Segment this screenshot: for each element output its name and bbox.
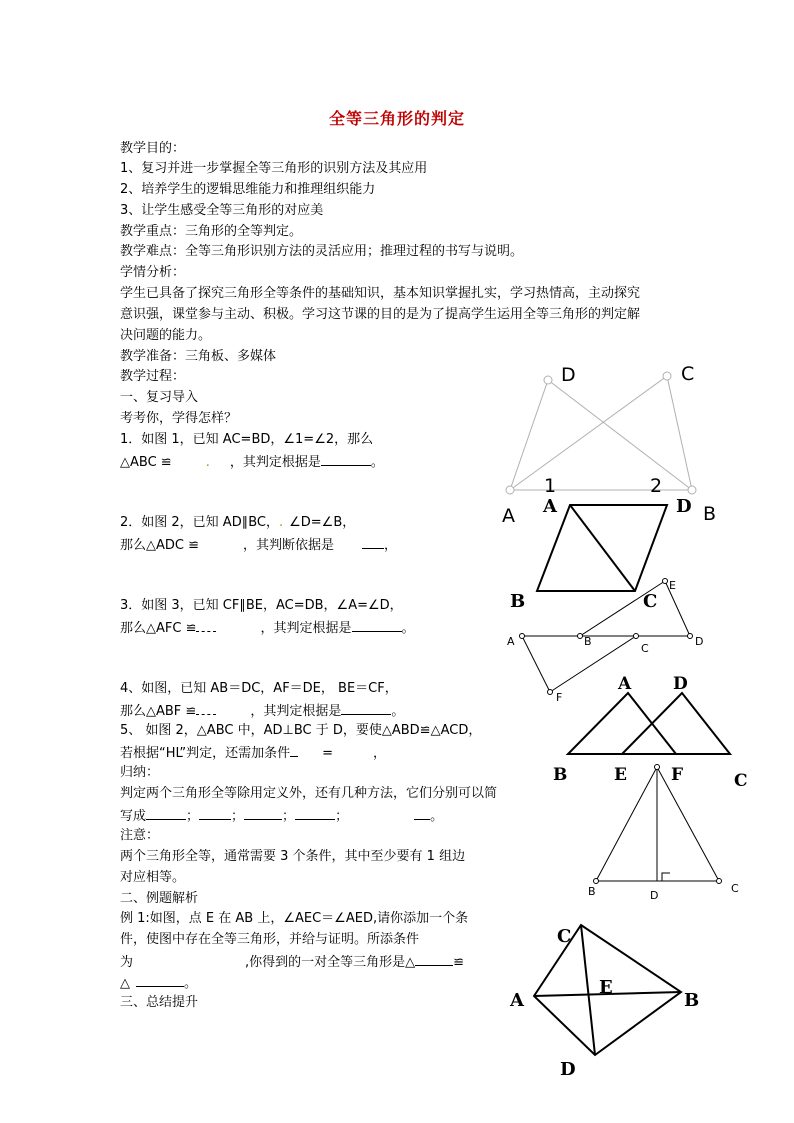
fig5-right-angle [662, 873, 670, 881]
fig2-label-D: D [676, 496, 692, 517]
semicolon-3: ； [282, 809, 296, 824]
fig3-point-A [520, 634, 525, 639]
q1-end: 。 [370, 455, 384, 470]
q5-end: ， [372, 746, 386, 761]
note-line-1: 两个三角形全等，通常需要 3 个条件，其中至少要有 1 组边 [120, 849, 466, 864]
ex-congruent: ≌ [453, 955, 465, 970]
q3-mid: ，其判定根据是 [260, 621, 352, 636]
q3-end: 。 [401, 621, 415, 636]
ex-mid: ,你得到的一对全等三角形是△ [245, 955, 416, 970]
goal-3: 3、让学生感受全等三角形的对应美 [120, 203, 324, 218]
preparation: 教学准备：三角板、多媒体 [120, 349, 277, 364]
example-heading: 二、例题解析 [120, 891, 199, 906]
q2-text-2: ∠D=∠B， [289, 515, 356, 530]
fig6-label-E: E [599, 977, 613, 998]
fig6-label-B: B [684, 990, 700, 1011]
summary-blank-2[interactable] [199, 806, 231, 820]
fig4-label-D: D [673, 674, 688, 694]
semicolon-1: ； [186, 809, 200, 824]
goal-heading: 教学目的： [120, 141, 186, 156]
q4-prefix: 那么△ABF ≌ [120, 704, 197, 719]
question-5-line-2 [120, 743, 386, 763]
fig2-label-B: B [510, 591, 526, 612]
q3-prefix: 那么△AFC ≌ [120, 621, 197, 636]
summary-heading: 归纳： [120, 765, 160, 780]
fig3-label-F: F [556, 691, 563, 704]
fig2-label-A: A [543, 496, 557, 517]
ex-prefix: 为 [120, 955, 134, 970]
fig1-label-2: 2 [650, 475, 663, 497]
analysis-heading: 学情分析： [120, 265, 186, 280]
fig4-label-B: B [553, 765, 568, 785]
fig6-label-D: D [560, 1059, 576, 1080]
question-4-line-2 [120, 701, 404, 721]
fig3-label-D: D [695, 635, 704, 648]
fig5-label-D: D [650, 889, 659, 902]
fig4-label-E: E [614, 765, 627, 785]
fig1-point-B [688, 486, 696, 494]
fig5-point-A [655, 765, 660, 770]
example-line-3 [120, 952, 464, 972]
fig1-point-A [506, 486, 514, 494]
fig5-line-AC [657, 767, 719, 881]
q4-mid: ，其判定根据是 [250, 704, 342, 719]
q4-end: 。 [391, 704, 405, 719]
fig2-label-C: C [643, 591, 658, 612]
summary-blank-3[interactable] [244, 806, 282, 820]
difficulty: 教学难点：全等三角形识别方法的灵活应用；推理过程的书写与说明。 [120, 244, 524, 259]
q5-equals: = [322, 746, 333, 761]
semicolon-4: ； [335, 809, 349, 824]
fig6-line-CD [581, 925, 595, 1055]
note-line-2: 对应相等。 [120, 870, 186, 885]
ex-blank-2[interactable] [136, 973, 184, 987]
fig5-label-C: C [731, 882, 739, 895]
ex-end: 。 [184, 976, 198, 991]
q1-dot: . [205, 455, 210, 470]
fig1-point-C [663, 372, 671, 380]
fig1-label-A: A [502, 505, 515, 527]
summary-line-2 [120, 806, 443, 826]
fig4-label-C: C [734, 771, 748, 791]
figure-6 [505, 915, 715, 1085]
ex-triangle: △ [120, 976, 130, 991]
fig4-label-A: A [618, 674, 632, 694]
q3-blank-1[interactable] [196, 618, 216, 632]
fig1-point-D [544, 376, 552, 384]
q2-dot: . [278, 515, 284, 530]
fig3-label-E: E [669, 579, 676, 592]
key-point: 教学重点：三角形的全等判定。 [120, 224, 303, 239]
fig6-label-A: A [510, 990, 524, 1011]
summary-line-1: 判定两个三角形全等除用定义外，还有几种方法，它们分别可以简 [120, 786, 498, 801]
example-line-1: 例 1:如图，点 E 在 AB 上，∠AEC＝∠AED,请你添加一个条 [120, 911, 469, 926]
conclusion-heading: 三、总结提升 [120, 995, 199, 1010]
fig3-label-A: A [507, 635, 515, 648]
analysis-line-2: 意识强，课堂参与主动、积极。学习这节课的目的是为了提高学生运用全等三角形的判定解 [120, 307, 641, 322]
summary-blank-4[interactable] [295, 806, 335, 820]
fig5-label-B: B [588, 885, 596, 898]
question-2-line-2 [120, 535, 397, 555]
ex-blank-1[interactable] [415, 952, 453, 966]
goal-2: 2、培养学生的逻辑思维能力和推理组织能力 [120, 182, 376, 197]
summary-prefix: 写成 [120, 809, 147, 824]
question-2-line-1 [120, 514, 355, 532]
fig1-line-AD [510, 380, 548, 490]
q1-blank[interactable] [321, 452, 371, 466]
fig1-label-B: B [703, 503, 717, 525]
fig5-point-B [594, 879, 599, 884]
fig5-point-C [717, 879, 722, 884]
q1-mid: ，其判定根据是 [229, 455, 321, 470]
fig3-point-E [663, 579, 668, 584]
fig3-point-D [688, 634, 693, 639]
fig1-line-AC [510, 376, 667, 490]
goal-1: 1、复习并进一步掌握全等三角形的识别方法及其应用 [120, 161, 428, 176]
q2-blank[interactable] [362, 535, 384, 549]
summary-blank-5[interactable] [414, 806, 430, 820]
q2-mid: ，其判断依据是 [243, 538, 335, 553]
fig3-point-B [578, 634, 583, 639]
fig3-line-BE [580, 581, 665, 636]
fig3-label-B: B [584, 635, 592, 648]
fig4-label-F: F [671, 765, 684, 785]
fig5-line-AB [596, 767, 657, 881]
question-3-line-2 [120, 618, 415, 638]
page-title: 全等三角形的判定 [328, 109, 465, 128]
fig4-triangle-ABF [568, 693, 676, 754]
fig3-point-C [634, 634, 639, 639]
fig1-label-C: C [681, 363, 695, 385]
q3-blank-2[interactable] [352, 618, 402, 632]
q1-prefix: △ABC ≌ [120, 455, 172, 470]
fig3-line-AF [522, 636, 550, 692]
review-heading: 一、复习导入 [120, 390, 199, 405]
test-heading: 考考你，学得怎样？ [120, 411, 238, 426]
figure-5 [580, 760, 750, 900]
q4-blank-1[interactable] [196, 701, 216, 715]
fig6-label-C: C [557, 926, 572, 947]
example-line-2: 件，使图中存在全等三角形，并给与证明。所添条件 [120, 932, 420, 947]
fig4-triangle-DEC [622, 693, 730, 754]
fig1-line-DB [548, 380, 692, 490]
q5-blank-1[interactable] [290, 743, 298, 757]
q4-blank-2[interactable] [341, 701, 391, 715]
summary-end: 。 [430, 809, 444, 824]
q2-text: 2．如图 2，已知 AD∥BC， [120, 515, 279, 530]
analysis-line-3: 决问题的能力。 [120, 328, 212, 343]
question-1-line-1: 1．如图 1，已知 AC=BD，∠1=∠2，那么 [120, 432, 374, 447]
q5-prefix: 若根据“HL”判定，还需加条件 [120, 746, 291, 761]
note-heading: 注意： [120, 828, 160, 843]
fig1-label-D: D [561, 364, 576, 386]
question-1-line-2 [120, 452, 384, 472]
fig1-label-1: 1 [544, 475, 557, 497]
question-5-line-1: 5、 如图 2，△ABC 中，AD⊥BC 于 D，要使△ABD≌△ACD， [120, 723, 482, 738]
q2-prefix: 那么△ADC ≌ [120, 538, 200, 553]
q2-end: ， [384, 538, 398, 553]
question-3-line-1: 3．如图 3，已知 CF∥BE，AC=DB，∠A=∠D， [120, 598, 403, 613]
summary-blank-1[interactable] [146, 806, 186, 820]
fig1-line-BC [667, 376, 692, 490]
example-line-4 [120, 973, 197, 993]
fig3-label-C: C [641, 642, 649, 655]
semicolon-2: ； [231, 809, 245, 824]
analysis-line-1: 学生已具备了探究三角形全等条件的基础知识，基本知识掌握扎实，学习热情高，主动探究 [120, 286, 641, 301]
process-heading: 教学过程： [120, 369, 186, 384]
question-4-line-1: 4、如图，已知 AB＝DC，AF＝DE， BE＝CF， [120, 681, 398, 696]
